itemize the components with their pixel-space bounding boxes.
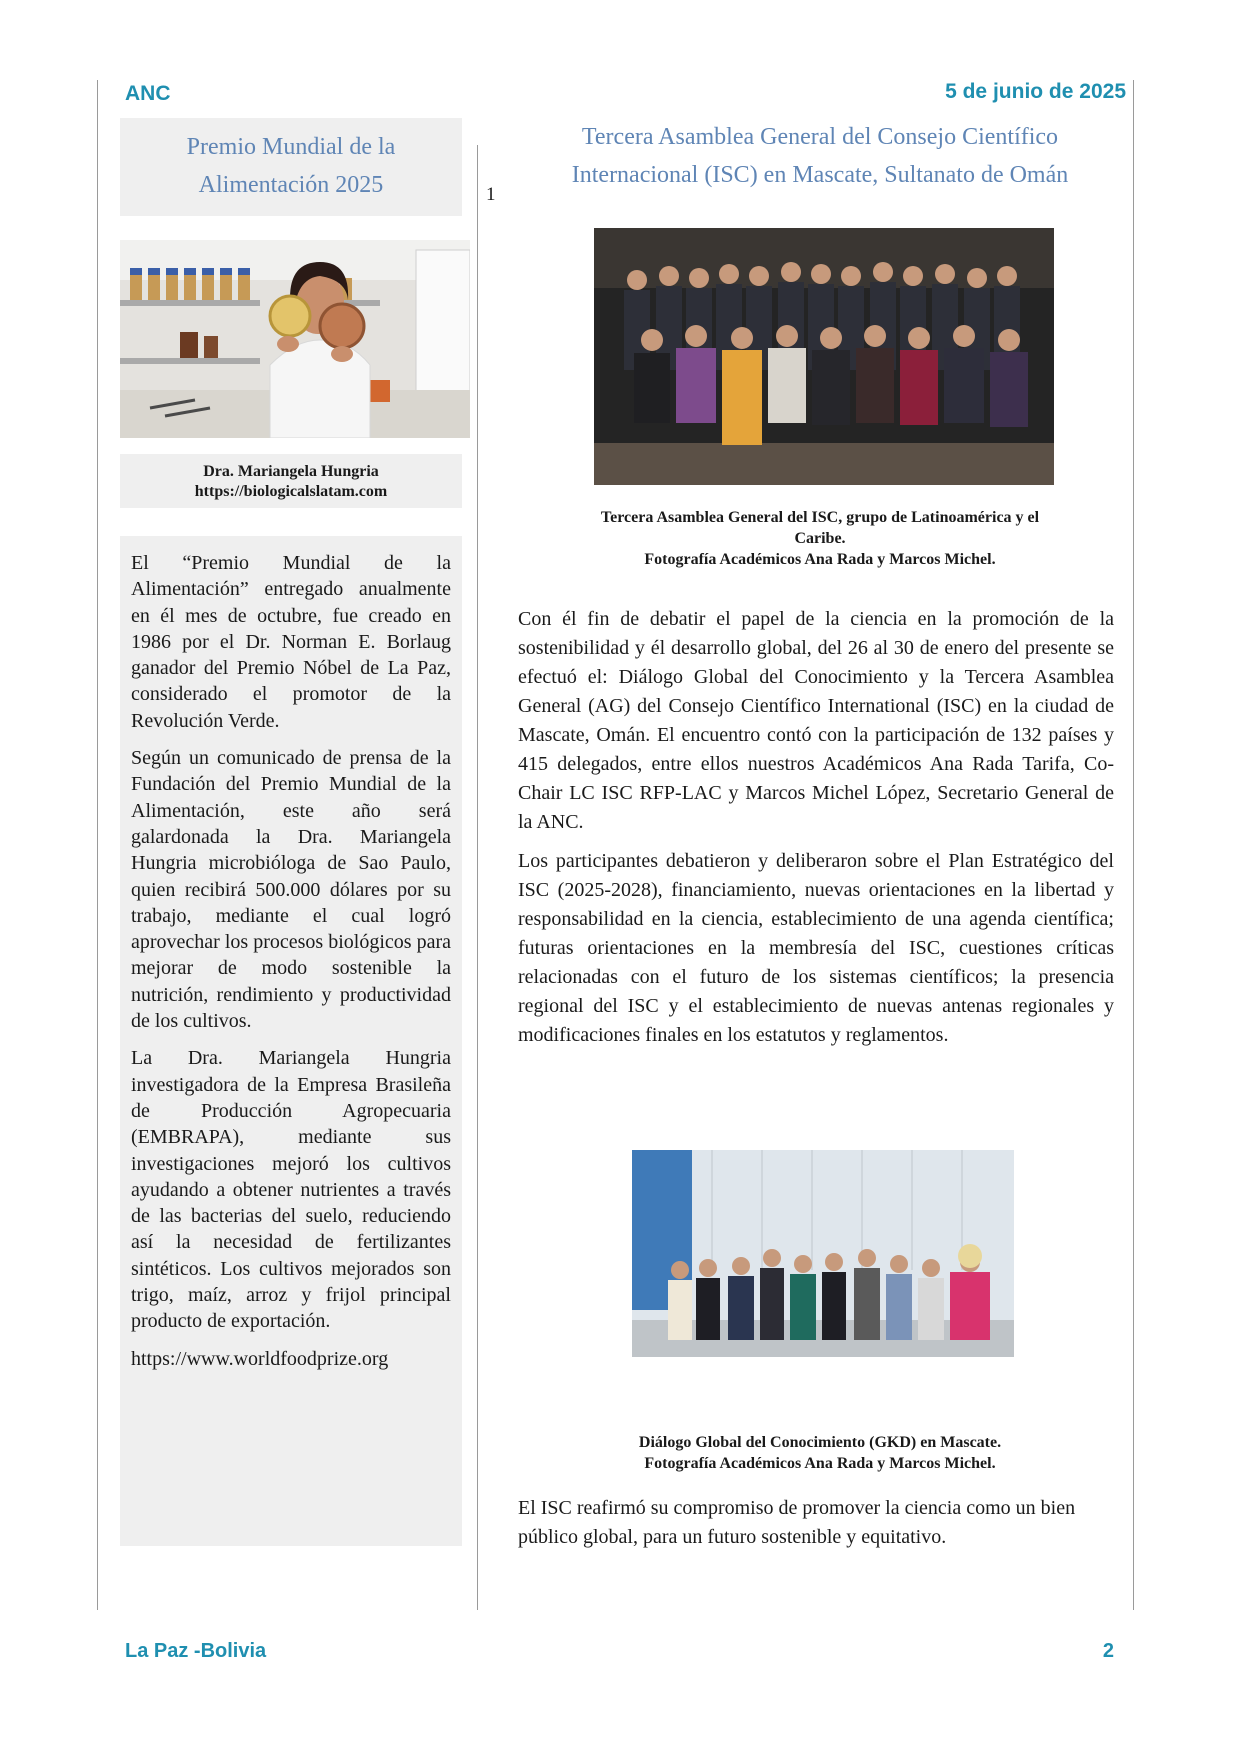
sidebar-paragraph: El “Premio Mundial de la Alimentación” entregado anualmente en él mes de octubre, fue creado en 1986 por el Dr. Norman E. Borlaug ganador del Premio Nóbel de La Paz, considerado el promotor de la Revolución Verde.: [131, 552, 451, 732]
caption-line: Diálogo Global del Conocimiento (GKD) en Mascate.: [638, 1434, 1002, 1451]
gkd-photo-caption: [540, 1432, 1100, 1474]
sidebar-title-line: Premio Mundial de la: [186, 134, 396, 160]
assembly-photo-caption: [540, 507, 1100, 570]
sidebar-photo-caption-box: [120, 454, 462, 508]
gkd-group-photo: [632, 1150, 1014, 1357]
sidebar-title-box: [120, 118, 462, 216]
main-body: [518, 605, 1114, 1060]
sidebar-title-line: Alimentación 2025: [198, 172, 384, 198]
scientist-photo: [120, 240, 470, 438]
right-margin-line: [1133, 80, 1134, 1610]
caption-line: Fotografía Académicos Ana Rada y Marcos Michel.: [644, 1455, 996, 1472]
sidebar-title: [120, 118, 462, 204]
caption-name: Dra. Mariangela Hungria: [203, 463, 379, 480]
sidebar-paragraph: La Dra. Mariangela Hungria investigadora de la Empresa Brasileña de Producción Agropecuaria (EMBRAPA), mediante sus investigaciones mejoró los cultivos ayudando a obtener nutrientes a través de las bacterias del suelo, reduciendo así la necesidad de fertilizantes sintéticos. Los cultivos mejorados son trigo, maíz, arroz y frijol principal producto de exportación.: [131, 1047, 451, 1333]
page-number: 2: [1102, 1640, 1114, 1662]
sidebar-body: [120, 536, 462, 1372]
header-date: 5 de junio de 2025: [945, 80, 1126, 103]
caption-line: Fotografía Académicos Ana Rada y Marcos Michel.: [644, 551, 996, 568]
sidebar-paragraph: Según un comunicado de prensa de la Fundación del Premio Mundial de la Alimentación, este año será galardonada la Dra. Mariangela Hungria microbióloga de Sao Paulo, quien recibirá 500.000 dólares por su trabajo, mediante el cual logró aprovechar los procesos biológicos para mejorar de modo sostenible la nutrición, rendimiento y productividad de los cultivos.: [131, 747, 451, 1033]
column-divider: [477, 145, 478, 1610]
header-publisher: ANC: [125, 82, 171, 105]
sidebar-body-box: [120, 536, 462, 1546]
main-title-line: Tercera Asamblea General del Consejo Científico: [581, 124, 1059, 150]
closing-paragraph: El ISC reafirmó su compromiso de promover la ciencia como un bien público global, para un futuro sostenible y equitativo.: [518, 1497, 1076, 1548]
footer-location: La Paz -Bolivia: [125, 1640, 267, 1662]
caption-url: https://biologicalslatam.com: [194, 483, 388, 500]
main-paragraph: Los participantes debatieron y deliberaron sobre el Plan Estratégico del ISC (2025-2028), financiamiento, nuevas orientaciones en la libertad y responsabilidad en la ciencia, establecimiento de una agenda científica; futuras orientaciones en la membresía del ISC, cuestiones críticas relacionadas con el futuro de los sistemas científicos; la presencia regional del ISC y el establecimiento de nuevas antenas regionales y modificaciones finales en los estatutos y reglamentos.: [518, 850, 1114, 1046]
page-marker: 1: [486, 184, 496, 205]
sidebar-link[interactable]: https://www.worldfoodprize.org: [131, 1347, 389, 1370]
left-margin-line: [97, 80, 98, 1610]
caption-line: Caribe.: [794, 530, 846, 547]
main-title-line: Internacional (ISC) en Mascate, Sultanato de Omán: [571, 162, 1069, 188]
main-paragraph: Con él fin de debatir el papel de la ciencia en la promoción de la sostenibilidad y él desarrollo global, del 26 al 30 de enero del presente se efectuó el: Diálogo Global del Conocimiento y la Tercera Asamblea General (AG) del Consejo Científico International (ISC) en la ciudad de Mascate, Omán. El encuentro contó con la participación de 132 países y 415 delegados, entre ellos nuestros Académicos Ana Rada Tarifa, Co-Chair LC ISC RFP-LAC y Marcos Michel López, Secretario General de la ANC.: [518, 608, 1114, 833]
main-title: [540, 118, 1100, 194]
sidebar-photo-caption: [120, 454, 462, 502]
assembly-group-photo: [594, 228, 1054, 485]
caption-line: Tercera Asamblea General del ISC, grupo de Latinoamérica y el: [600, 509, 1040, 526]
